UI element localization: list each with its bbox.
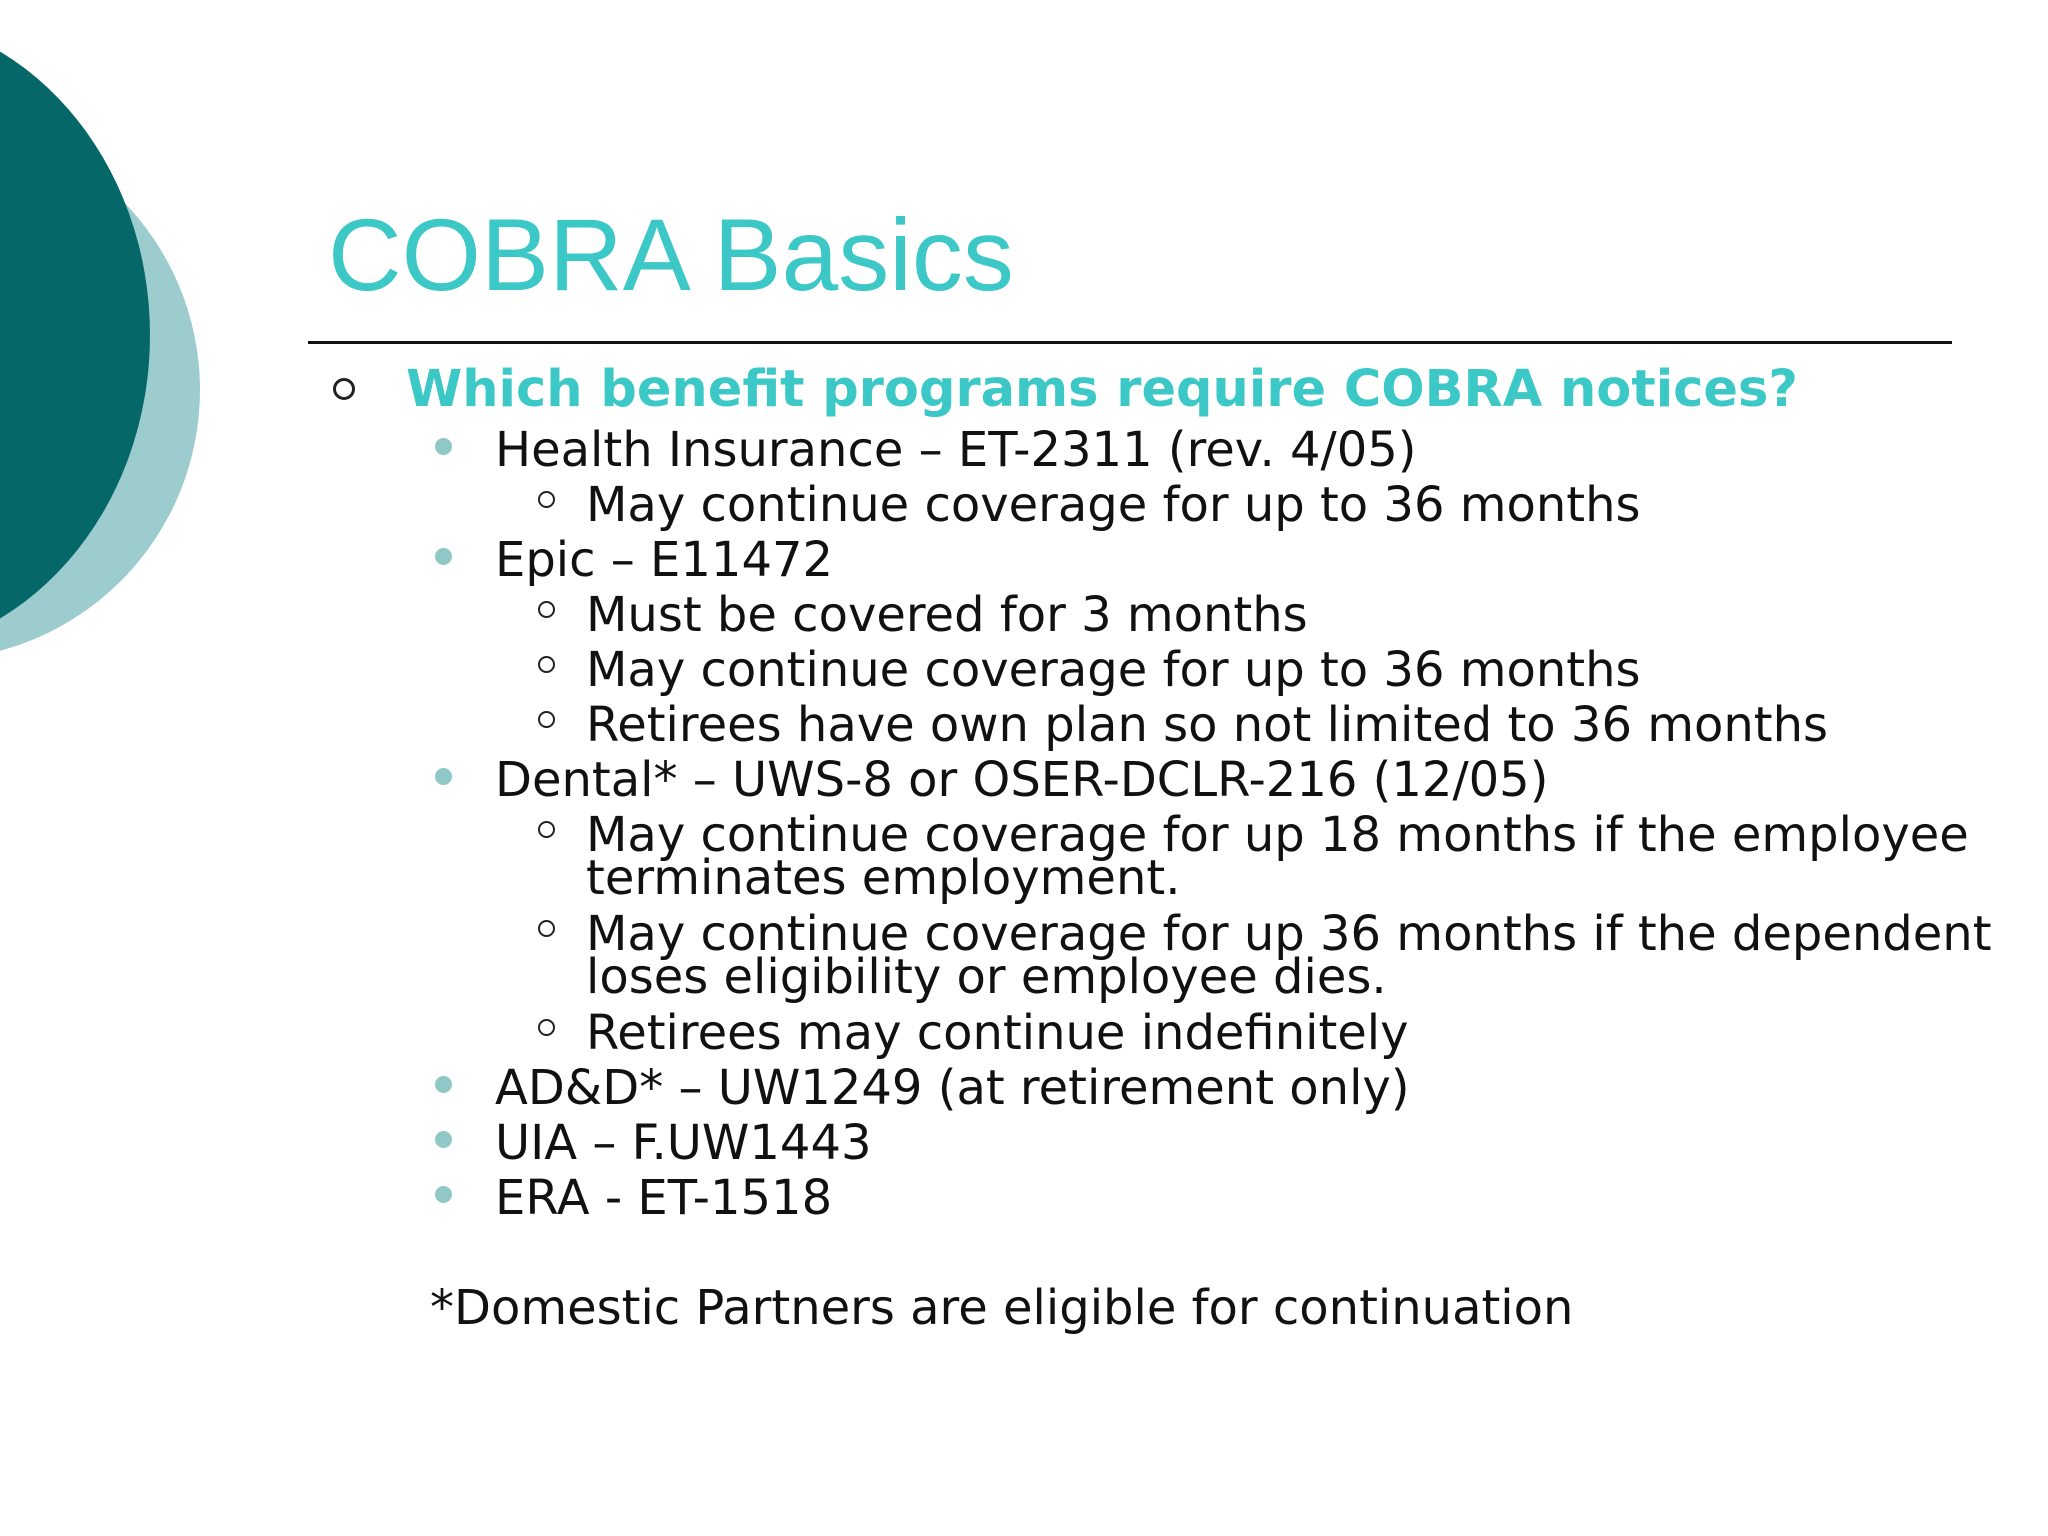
sub-bullet-ring [538,491,555,508]
sub-bullet-ring [538,601,555,618]
bullet-dot [435,1186,452,1203]
bullet-dot [435,1131,452,1148]
sub-bullet-ring [538,821,555,838]
sub-list-item: Retirees have own plan so not limited to 36 months [586,697,1829,753]
title-divider [308,341,1952,344]
sub-bullet-ring [538,656,555,673]
list-item: ERA - ET-1518 [495,1170,833,1226]
heading-bullet-ring [333,378,355,400]
bullet-heading: Which benefit programs require COBRA notices? [406,360,1798,419]
sub-bullet-ring [538,1019,555,1036]
list-item: Health Insurance – ET-2311 (rev. 4/05) [495,422,1417,478]
sub-list-item: Must be covered for 3 months [586,587,1308,643]
sub-list-item-continuation: terminates employment. [586,850,1181,906]
bullet-dot [435,438,452,455]
bullet-dot [435,1076,452,1093]
sub-bullet-ring [538,920,555,937]
bullet-dot [435,548,452,565]
sub-list-item: May continue coverage for up to 36 months [586,477,1641,533]
list-item: Epic – E11472 [495,532,834,588]
list-item: UIA – F.UW1443 [495,1115,872,1171]
footnote: *Domestic Partners are eligible for continuation [430,1280,1574,1336]
sub-bullet-ring [538,711,555,728]
sub-list-item-continuation: loses eligibility or employee dies. [586,949,1387,1005]
sub-list-item: Retirees may continue indefinitely [586,1005,1409,1061]
sub-list-item: May continue coverage for up 18 months if the employee [586,807,1969,863]
slide-title: COBRA Basics [328,198,1014,312]
list-item: Dental* – UWS-8 or OSER-DCLR-216 (12/05) [495,752,1549,808]
list-item: AD&D* – UW1249 (at retirement only) [495,1060,1410,1116]
bullet-dot [435,768,452,785]
sub-list-item: May continue coverage for up to 36 months [586,642,1641,698]
sub-list-item: May continue coverage for up 36 months if the dependent [586,906,1992,962]
